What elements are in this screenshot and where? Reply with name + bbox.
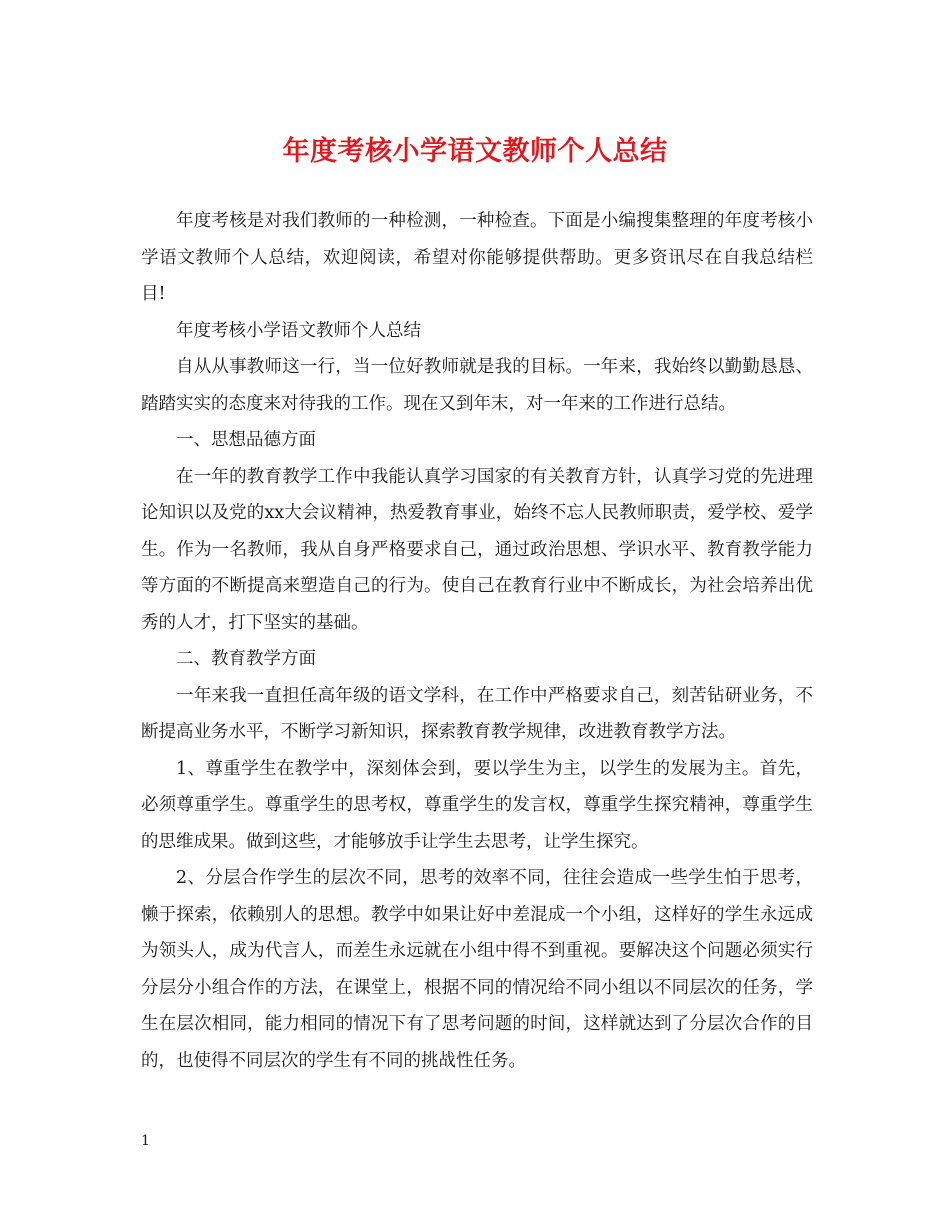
paragraph-point-1: 1、尊重学生在教学中，深刻体会到，要以学生为主，以学生的发展为主。首先，必须尊重学生。尊重学生的思考权，尊重学生的发言权，尊重学生探究精神，尊重学生的思维成果。做到这些，才能够放手让学生去思考，让学生探究。 (141, 758, 813, 852)
paragraph-point-2: 2、分层合作学生的层次不同，思考的效率不同，往往会造成一些学生怕于思考，懒于探索，依赖别人的思想。教学中如果让好中差混成一个小组，这样好的学生永远成为领头人，成为代言人，而差生永远就在小组中得不到重视。要解决这个问题必须实行分层分小组合作的方法，在课堂上，根据不同的情况给不同小组以不同层次的任务，学生在层次相同，能力相同的情况下有了思考问题的时间，这样就达到了分层次合作的目的，也使得不同层次的学生有不同的挑战性任务。 (141, 868, 813, 1071)
paragraph-teaching: 一年来我一直担任高年级的语文学科，在工作中严格要求自己，刻苦钻研业务，不断提高业务水平，不断学习新知识，探索教育教学规律，改进教育教学方法。 (141, 685, 813, 742)
page-number: 1 (141, 1133, 150, 1149)
page-title: 年度考核小学语文教师个人总结 (282, 136, 668, 167)
paragraph-ideology: 在一年的教育教学工作中我能认真学习国家的有关教育方针，认真学习党的先进理论知识以及党的xx大会议精神，热爱教育事业，始终不忘人民教师职责，爱学校、爱学生。作为一名教师，我从自身严格要求自己，通过政治思想、学识水平、教育教学能力等方面的不断提高来塑造自己的行为。使自己在教育行业中不断成长，为社会培养出优秀的人才，打下坚实的基础。 (141, 466, 813, 633)
section-heading-teaching: 二、教育教学方面 (176, 649, 316, 669)
paragraph-subtitle: 年度考核小学语文教师个人总结 (176, 320, 421, 341)
paragraph-opening: 自从从事教师这一行，当一位好教师就是我的目标。一年来，我始终以勤勤恳恳、踏踏实实的态度来对待我的工作。现在又到年末，对一年来的工作进行总结。 (141, 357, 813, 414)
document-body (141, 203, 813, 1079)
paragraph-intro: 年度考核是对我们教师的一种检测，一种检查。下面是小编搜集整理的年度考核小学语文教师个人总结，欢迎阅读，希望对你能够提供帮助。更多资讯尽在自我总结栏目! (141, 211, 813, 304)
section-heading-ideology: 一、思想品德方面 (176, 430, 316, 450)
